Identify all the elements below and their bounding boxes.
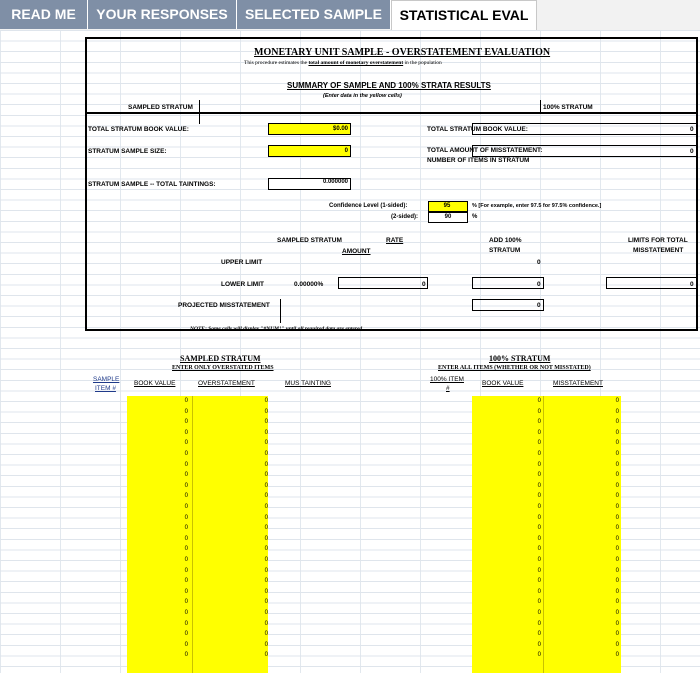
upper-limit-add: 0 (537, 259, 541, 266)
left-cell[interactable]: 0 (264, 557, 268, 563)
left-cell[interactable]: 0 (184, 557, 188, 563)
left-cell[interactable]: 0 (184, 514, 188, 521)
total-taintings-label: STRATUM SAMPLE -- TOTAL TAINTINGS: (88, 181, 216, 188)
left-cell[interactable]: 0 (264, 504, 268, 510)
lower-limit-total: 0 (690, 281, 694, 288)
left-cell[interactable]: 0 (264, 451, 268, 457)
left-cell[interactable]: 0 (184, 429, 188, 436)
left-cell[interactable]: 0 (184, 567, 188, 574)
lower-limit-add-cell (472, 277, 544, 289)
right-cell[interactable]: 0 (615, 567, 619, 574)
right-cell[interactable]: 0 (615, 610, 619, 616)
left-table-subtitle: ENTER ONLY OVERSTATED ITEMS (172, 365, 274, 371)
right-cell[interactable]: 0 (537, 610, 541, 616)
note: NOTE: Some cells will display "#NUM!" until all required data are entered. (190, 326, 364, 332)
right-cell[interactable]: 0 (615, 482, 619, 489)
upper-limit-label: UPPER LIMIT (221, 259, 263, 266)
right-cell[interactable]: 0 (615, 588, 619, 595)
right-cell[interactable]: 0 (615, 578, 619, 585)
right-table-title: 100% STRATUM (489, 354, 551, 363)
right-table-subtitle: ENTER ALL ITEMS (WHETHER OR NOT MISSTATED) (438, 365, 591, 371)
left-cell[interactable]: 0 (264, 514, 268, 521)
total-stratum-book-value-label: TOTAL STRATUM BOOK VALUE: (88, 126, 189, 133)
divider (192, 396, 193, 673)
right-col-mis: MISSTATEMENT (553, 380, 603, 387)
misstatement-label-1: TOTAL AMOUNT OF MISSTATEMENT: (427, 147, 543, 154)
divider (543, 396, 544, 673)
left-cell[interactable]: 0 (264, 482, 268, 489)
confidence-2-label: (2-sided): (391, 214, 418, 220)
divider (540, 100, 541, 114)
summary-title: SUMMARY OF SAMPLE AND 100% STRATA RESULTS (287, 81, 491, 90)
left-cell[interactable]: 0 (184, 588, 188, 595)
right-book-value-label: TOTAL STRATUM BOOK VALUE: (427, 126, 528, 133)
left-cell[interactable]: 0 (264, 461, 268, 468)
right-book-value: 0 (690, 126, 694, 133)
right-cell[interactable]: 0 (615, 429, 619, 436)
left-cell[interactable]: 0 (264, 620, 268, 627)
right-cell[interactable]: 0 (537, 504, 541, 510)
right-col-book: BOOK VALUE (482, 380, 524, 387)
right-cell[interactable]: 0 (537, 451, 541, 457)
left-cell[interactable]: 0 (264, 429, 268, 436)
page-subtitle (244, 60, 442, 66)
right-cell[interactable]: 0 (537, 557, 541, 563)
page-title: MONETARY UNIT SAMPLE - OVERSTATEMENT EVALUATION (254, 47, 551, 58)
left-cell[interactable]: 0 (264, 610, 268, 616)
header-rule (87, 112, 696, 114)
lower-limit-add: 0 (537, 281, 541, 288)
stratum-sample-size-label: STRATUM SAMPLE SIZE: (88, 148, 167, 155)
right-cell[interactable]: 0 (615, 641, 619, 648)
left-cell[interactable]: 0 (184, 493, 188, 500)
left-col-over: OVERSTATEMENT (198, 380, 255, 387)
sheet-tab-bar (0, 0, 700, 30)
left-cell[interactable]: 0 (184, 451, 188, 457)
subtitle-pre: This procedure estimates the (244, 60, 309, 66)
right-cell[interactable]: 0 (615, 514, 619, 521)
left-cell[interactable]: 0 (184, 461, 188, 468)
right-cell[interactable]: 0 (615, 546, 619, 553)
left-cell[interactable]: 0 (184, 535, 188, 542)
misstatement-label-2: NUMBER OF ITEMS IN STRATUM (427, 157, 530, 164)
divider (199, 100, 200, 124)
left-cell[interactable]: 0 (264, 546, 268, 553)
left-cell[interactable]: 0 (264, 408, 268, 415)
right-input-column[interactable] (472, 396, 621, 673)
confidence-1-label: Confidence Level (1-sided): (329, 203, 408, 209)
col-limits-1: LIMITS FOR TOTAL (628, 237, 688, 244)
left-cell[interactable]: 0 (264, 525, 268, 532)
left-cell[interactable]: 0 (184, 652, 188, 659)
left-cell[interactable]: 0 (184, 440, 188, 447)
right-cell[interactable]: 0 (537, 482, 541, 489)
left-cell[interactable]: 0 (184, 631, 188, 638)
left-col-mus: MUS TAINTING (285, 380, 331, 387)
projected-add: 0 (537, 302, 541, 309)
left-col-book: BOOK VALUE (134, 380, 176, 387)
tab-statistical-eval[interactable]: STATISTICAL EVAL (391, 0, 537, 30)
misstatement-cell[interactable] (472, 145, 697, 157)
projected-add-cell (472, 299, 544, 311)
sampled-stratum-label: SAMPLED STRATUM (128, 104, 193, 111)
right-cell[interactable]: 0 (537, 408, 541, 415)
right-cell[interactable]: 0 (615, 504, 619, 510)
confidence-1-suffix: % [For example, enter 97.5 for 97.5% confidence.] (472, 203, 602, 209)
subtitle-emphasis: total amount of monetary overstatement (308, 60, 404, 66)
right-cell[interactable]: 0 (615, 451, 619, 457)
lower-limit-amount-cell (338, 277, 428, 289)
lower-limit-amount: 0 (422, 281, 426, 288)
col-rate: RATE (386, 237, 404, 244)
divider (280, 299, 281, 323)
left-input-column[interactable] (127, 396, 268, 673)
right-cell[interactable]: 0 (615, 599, 619, 606)
total-taintings-value: 0.000000 (268, 178, 351, 190)
tab-selected-sample[interactable]: SELECTED SAMPLE (237, 0, 391, 29)
total-stratum-book-value-input[interactable]: $0.00 (268, 123, 351, 135)
right-cell[interactable]: 0 (537, 567, 541, 574)
left-cell[interactable]: 0 (184, 482, 188, 489)
left-table-title: SAMPLED STRATUM (180, 354, 261, 363)
right-cell[interactable]: 0 (537, 514, 541, 521)
left-cell[interactable]: 0 (184, 504, 188, 510)
right-col-item-1: 100% ITEM (430, 376, 464, 383)
left-cell[interactable]: 0 (264, 641, 268, 648)
right-cell[interactable]: 0 (537, 652, 541, 659)
right-cell[interactable]: 0 (615, 440, 619, 447)
right-cell[interactable]: 0 (537, 546, 541, 553)
left-cell[interactable]: 0 (264, 398, 268, 404)
col-add-100-2: STRATUM (489, 247, 521, 254)
right-cell[interactable]: 0 (537, 398, 541, 404)
lower-limit-label: LOWER LIMIT (221, 281, 264, 288)
left-cell[interactable]: 0 (264, 440, 268, 447)
right-cell[interactable]: 0 (615, 535, 619, 542)
left-cell[interactable]: 0 (184, 578, 188, 585)
right-cell[interactable]: 0 (615, 472, 619, 479)
tab-read-me[interactable]: READ ME (0, 0, 88, 29)
right-cell[interactable]: 0 (615, 652, 619, 659)
left-cell[interactable]: 0 (264, 535, 268, 542)
lower-limit-rate: 0.00000% (294, 281, 324, 288)
left-cell[interactable]: 0 (264, 567, 268, 574)
left-cell[interactable]: 0 (264, 599, 268, 606)
left-cell[interactable]: 0 (184, 525, 188, 532)
left-cell[interactable]: 0 (264, 652, 268, 659)
right-cell[interactable]: 0 (615, 419, 619, 426)
right-cell[interactable]: 0 (615, 631, 619, 638)
left-cell[interactable]: 0 (184, 641, 188, 648)
right-cell[interactable]: 0 (537, 525, 541, 532)
right-cell[interactable]: 0 (615, 493, 619, 500)
right-cell[interactable]: 0 (537, 461, 541, 468)
lower-limit-total-cell (606, 277, 698, 289)
right-cell[interactable]: 0 (537, 588, 541, 595)
left-cell[interactable]: 0 (264, 631, 268, 638)
right-col-item-2: # (446, 385, 450, 392)
left-cell[interactable]: 0 (184, 620, 188, 627)
right-cell[interactable]: 0 (615, 408, 619, 415)
right-cell[interactable]: 0 (615, 620, 619, 627)
left-cell[interactable]: 0 (264, 493, 268, 500)
right-cell[interactable]: 0 (537, 419, 541, 426)
projected-label: PROJECTED MISSTATEMENT (178, 302, 270, 309)
right-cell[interactable]: 0 (537, 578, 541, 585)
left-cell[interactable]: 0 (264, 472, 268, 479)
right-cell[interactable]: 0 (537, 493, 541, 500)
col-sampled-stratum: SAMPLED STRATUM (277, 237, 342, 244)
right-cell[interactable]: 0 (537, 599, 541, 606)
right-cell[interactable]: 0 (537, 620, 541, 627)
left-cell[interactable]: 0 (264, 578, 268, 585)
left-cell[interactable]: 0 (184, 610, 188, 616)
left-cell[interactable]: 0 (184, 472, 188, 479)
right-cell[interactable]: 0 (537, 472, 541, 479)
left-cell[interactable]: 0 (264, 588, 268, 595)
right-cell[interactable]: 0 (537, 631, 541, 638)
left-cell[interactable]: 0 (184, 599, 188, 606)
right-cell[interactable]: 0 (537, 535, 541, 542)
left-cell[interactable]: 0 (184, 419, 188, 426)
stratum-sample-size-input[interactable]: 0 (268, 145, 351, 157)
left-col-item-1: SAMPLE (93, 376, 120, 383)
tab-your-responses[interactable]: YOUR RESPONSES (88, 0, 237, 29)
spreadsheet-area (0, 30, 700, 673)
misstatement-value: 0 (690, 148, 694, 155)
stratum100-label: 100% STRATUM (543, 104, 593, 111)
confidence-2-suffix: % (472, 214, 478, 220)
right-cell[interactable]: 0 (615, 398, 619, 404)
col-amount: AMOUNT (342, 248, 371, 255)
left-col-item-2: ITEM # (95, 385, 116, 392)
right-cell[interactable]: 0 (615, 525, 619, 532)
left-cell[interactable]: 0 (184, 398, 188, 404)
left-cell[interactable]: 0 (184, 408, 188, 415)
confidence-2-value: 90 (428, 212, 468, 223)
right-cell[interactable]: 0 (615, 557, 619, 563)
col-limits-2: MISSTATEMENT (633, 247, 684, 254)
left-cell[interactable]: 0 (184, 546, 188, 553)
subtitle-post: in the population (403, 60, 442, 66)
left-cell[interactable]: 0 (264, 419, 268, 426)
right-cell[interactable]: 0 (537, 429, 541, 436)
confidence-1-input[interactable]: 95 (428, 201, 468, 212)
right-cell[interactable]: 0 (537, 641, 541, 648)
col-add-100-1: ADD 100% (489, 237, 522, 244)
right-cell[interactable]: 0 (615, 461, 619, 468)
right-book-value-cell[interactable] (472, 123, 697, 135)
right-cell[interactable]: 0 (537, 440, 541, 447)
summary-subtitle: (Enter data in the yellow cells) (323, 93, 402, 99)
